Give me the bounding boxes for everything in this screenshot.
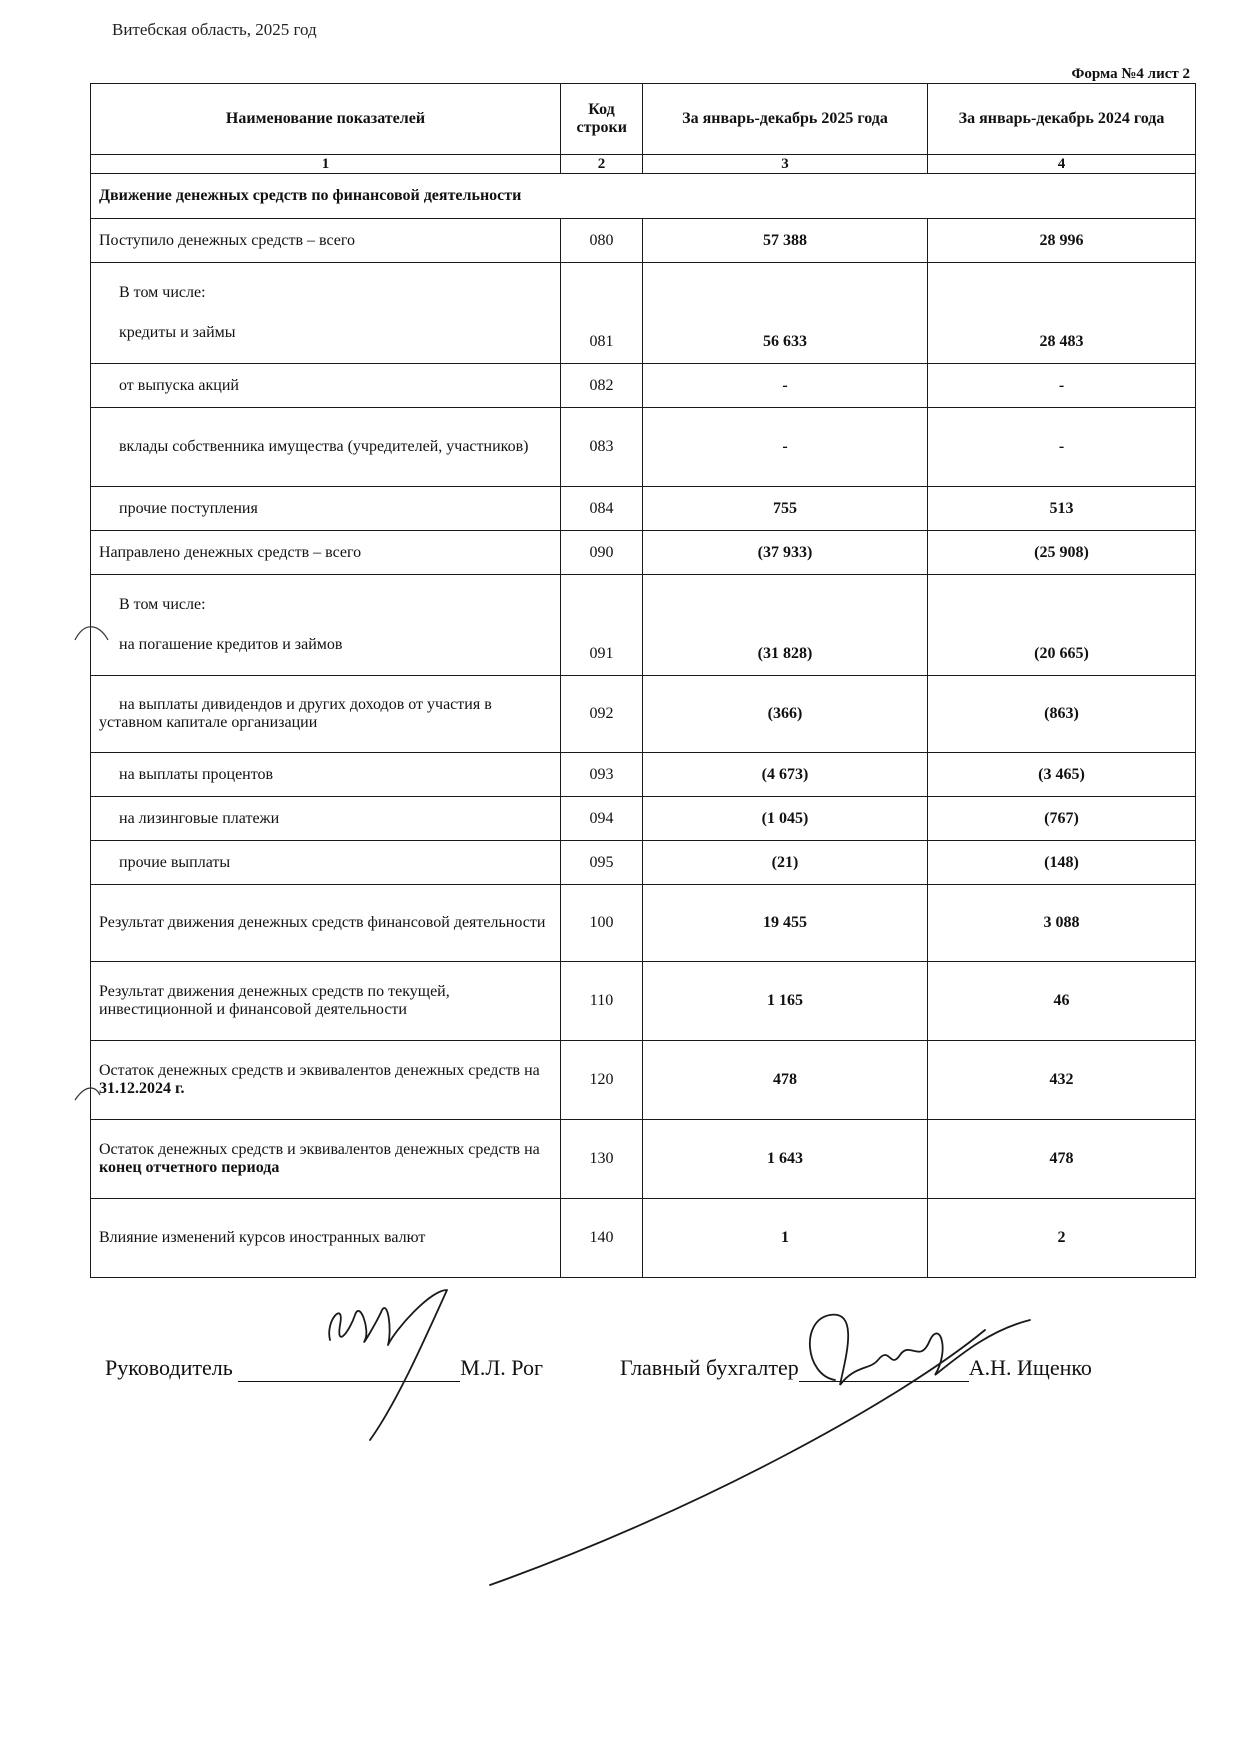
row-value-2024: (863)	[928, 676, 1196, 753]
row-name-prefix: Остаток денежных средств и эквивалентов денежных средств на	[99, 1062, 540, 1079]
column-header-2025: За январь-декабрь 2025 года	[643, 84, 928, 155]
subhead-label: В том числе:	[119, 596, 206, 613]
row-name-date: 31.12.2024 г.	[99, 1080, 185, 1097]
row-name: на лизинговые платежи	[91, 797, 561, 841]
row-name: от выпуска акций	[91, 364, 561, 408]
row-name: на выплаты процентов	[91, 753, 561, 797]
row-code: 120	[561, 1041, 643, 1120]
row-code: 090	[561, 531, 643, 575]
row-value-2024: (3 465)	[928, 753, 1196, 797]
row-name: Результат движения денежных средств по текущей, инвестиционной и финансовой деятельности	[91, 962, 561, 1041]
row-code: 093	[561, 753, 643, 797]
row-name: прочие поступления	[91, 487, 561, 531]
row-value-2025: 57 388	[643, 219, 928, 263]
row-name: вклады собственника имущества (учредителей, участников)	[91, 408, 561, 487]
region-year-header: Витебская область, 2025 год	[112, 20, 317, 39]
row-name: Результат движения денежных средств финансовой деятельности	[91, 885, 561, 962]
row-name: на погашение кредитов и займов	[119, 636, 343, 653]
row-code: 084	[561, 487, 643, 531]
row-name: на выплаты дивидендов и других доходов от участия в уставном капитале организации	[91, 676, 561, 753]
row-value-2025: 1 165	[643, 962, 928, 1041]
row-code: 110	[561, 962, 643, 1041]
accountant-signature-stroke	[490, 1330, 985, 1585]
row-value-2025: 56 633	[643, 263, 928, 364]
row-value-2024: 28 996	[928, 219, 1196, 263]
row-value-2025: (1 045)	[643, 797, 928, 841]
accountant-name: А.Н. Ищенко	[968, 1355, 1092, 1380]
accountant-handwritten-signature	[810, 1315, 1030, 1385]
row-name-period: конец отчетного периода	[99, 1159, 280, 1176]
row-value-2024: 28 483	[928, 263, 1196, 364]
row-code: 095	[561, 841, 643, 885]
column-header-name: Наименование показателей	[91, 84, 561, 155]
row-value-2025: -	[643, 408, 928, 487]
row-name: Поступило денежных средств – всего	[91, 219, 561, 263]
row-code: 100	[561, 885, 643, 962]
row-value-2025: (37 933)	[643, 531, 928, 575]
row-value-2025: -	[643, 364, 928, 408]
director-title: Руководитель	[105, 1355, 233, 1380]
row-value-2024: 46	[928, 962, 1196, 1041]
row-value-2025: 478	[643, 1041, 928, 1120]
row-name: Направлено денежных средств – всего	[91, 531, 561, 575]
column-header-code-text: Код строки	[576, 101, 627, 136]
form-label: Форма №4 лист 2	[1071, 66, 1190, 82]
column-header-2024: За январь-декабрь 2024 года	[928, 84, 1196, 155]
row-value-2024: (148)	[928, 841, 1196, 885]
row-value-2024: 432	[928, 1041, 1196, 1120]
row-code: 083	[561, 408, 643, 487]
column-number-2: 2	[561, 155, 643, 174]
margin-bracket-mark	[75, 627, 108, 640]
row-name: кредиты и займы	[119, 324, 236, 341]
row-value-2024: (25 908)	[928, 531, 1196, 575]
row-code: 140	[561, 1199, 643, 1278]
row-value-2024: (20 665)	[928, 575, 1196, 676]
subhead-label: В том числе:	[119, 284, 206, 301]
row-value-2024: 478	[928, 1120, 1196, 1199]
row-value-2024: 3 088	[928, 885, 1196, 962]
row-value-2025: (366)	[643, 676, 928, 753]
row-code: 092	[561, 676, 643, 753]
row-name-prefix: Остаток денежных средств и эквивалентов денежных средств на	[99, 1141, 540, 1158]
row-code: 082	[561, 364, 643, 408]
row-value-2025: (31 828)	[643, 575, 928, 676]
row-value-2024: 513	[928, 487, 1196, 531]
section-title: Движение денежных средств по финансовой деятельности	[91, 174, 1196, 219]
row-value-2025: 755	[643, 487, 928, 531]
column-number-3: 3	[643, 155, 928, 174]
row-code: 081	[561, 263, 643, 364]
row-code: 130	[561, 1120, 643, 1199]
row-value-2025: (4 673)	[643, 753, 928, 797]
row-value-2025: 19 455	[643, 885, 928, 962]
margin-bracket-mark	[75, 1088, 100, 1100]
row-name: Влияние изменений курсов иностранных валют	[91, 1199, 561, 1278]
row-value-2025: (21)	[643, 841, 928, 885]
row-value-2025: 1 643	[643, 1120, 928, 1199]
row-code: 080	[561, 219, 643, 263]
director-handwritten-signature	[329, 1290, 447, 1440]
row-value-2024: 2	[928, 1199, 1196, 1278]
director-name: М.Л. Рог	[460, 1355, 543, 1380]
row-name: прочие выплаты	[91, 841, 561, 885]
row-value-2024: (767)	[928, 797, 1196, 841]
column-number-1: 1	[91, 155, 561, 174]
row-value-2024: -	[928, 364, 1196, 408]
accountant-title: Главный бухгалтер	[620, 1355, 799, 1380]
row-code: 094	[561, 797, 643, 841]
row-value-2024: -	[928, 408, 1196, 487]
row-code: 091	[561, 575, 643, 676]
row-value-2025: 1	[643, 1199, 928, 1278]
column-number-4: 4	[928, 155, 1196, 174]
